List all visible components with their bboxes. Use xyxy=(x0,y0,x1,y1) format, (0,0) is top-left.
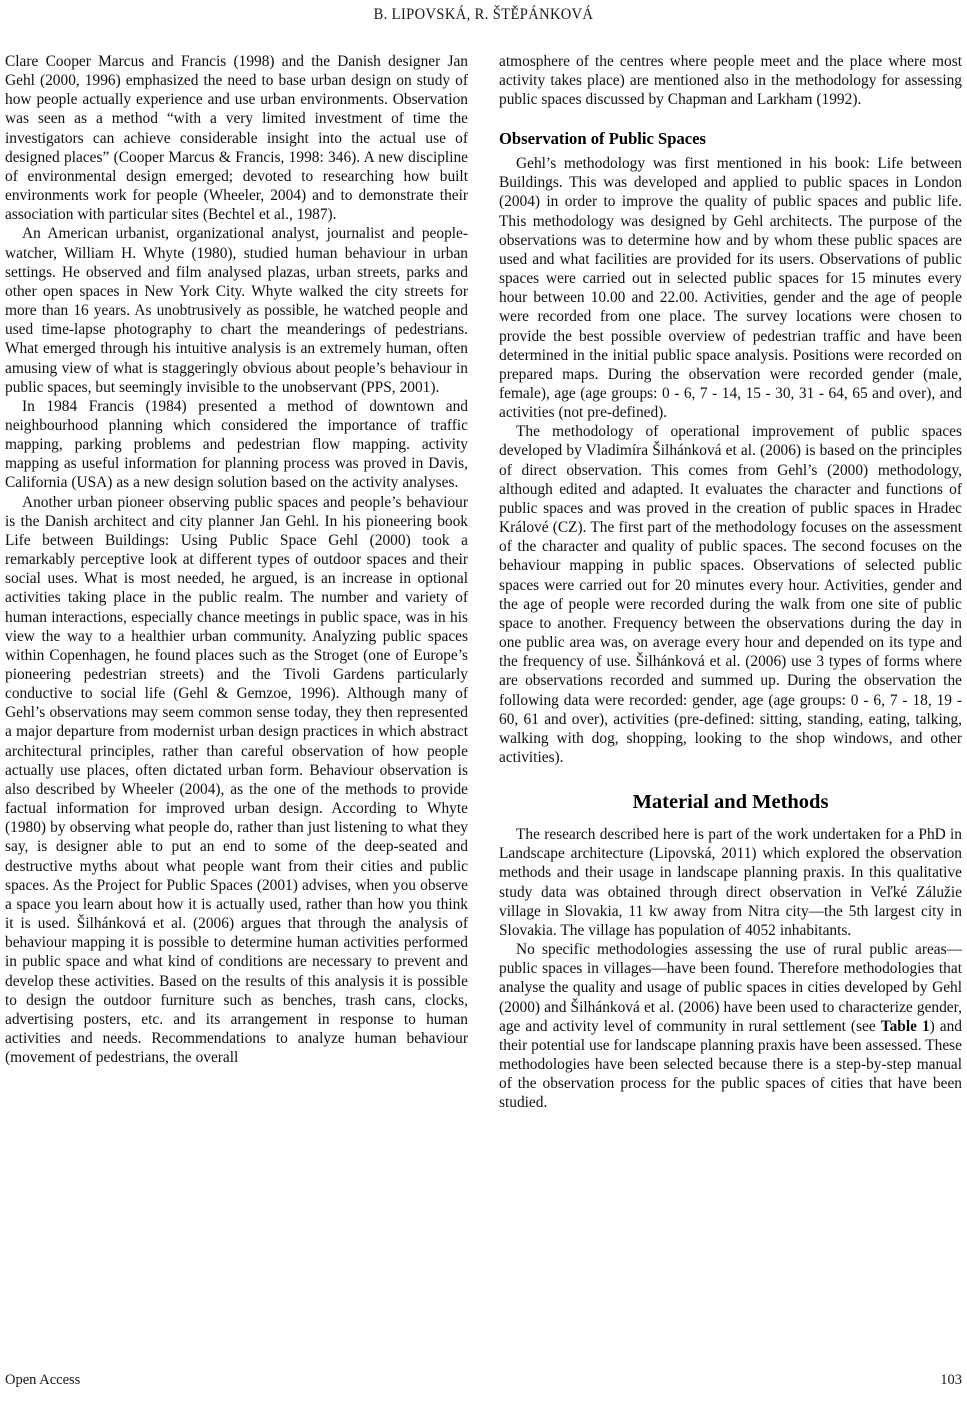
running-head: B. LIPOVSKÁ, R. ŠTĚPÁNKOVÁ xyxy=(373,6,594,24)
paragraph: The research described here is part of the work undertaken for a PhD in Landscape architecture (Lipovská, 2011) which explored the observation methods and their usage in landscape planning praxis. In this qualitative study data was obtained through direct observation in Veľké Zálužie village in Slovakia, 11 kw away from Nitra city—the 5th largest city in Slovakia. The village has population of 4052 inhabitants. xyxy=(499,826,962,939)
paragraph-text-before-reference: No specific methodologies assessing the use of rural public areas—public spaces in villages—have been found. Therefore methodologies that analyse the quality and usage of public spaces in cities developed by Gehl (2000) and Šilhánková et al. (2006) have been used to characterize gender, age and activity level of community in rural settlement (see xyxy=(499,941,962,1035)
paragraph-text-after-reference: ) and their potential use for landscape planning praxis have been assessed. These methodologies have been selected because there is a step-by-step manual of the observation process for the public spaces of cities that have been studied. xyxy=(499,1017,962,1112)
paragraph: An American urbanist, organizational analyst, journalist and people-watcher, William H. Whyte (1980), studied human behaviour in urban settings. He observed and film analysed plazas, urban streets, parks and other open spaces in New York City. Whyte walked the city streets for more than 16 years. As unobtrusively as possible, he watched people and used time-lapse photography to chart the meanderings of pedestrians. What emerged through his intuitive analysis is an extremely human, often amusing view of what is staggeringly obvious about people’s behaviour in public spaces, but seemingly invisible to the unobservant (PPS, 2001). xyxy=(5,225,468,396)
left-column xyxy=(5,52,468,1337)
paragraph: Gehl’s methodology was first mentioned in his book: Life between Buildings. This was developed and applied to public spaces in London (2004) in order to improve the quality of public spaces and public life. This methodology was designed by Gehl architects. The purpose of the observations was to determine how and by whom these public spaces are used and what facilities are provided for its users. Observations of public spaces were carried out in selected public spaces for 15 minutes every hour between 10.00 and 22.00. Activities, gender and the age of people were recorded from one place. The survey locations were chosen to provide the best possible overview of pedestrian traffic and have been determined in the initial public space analysis. Positions were recorded on prepared maps. During the observation were recorded gender (male, female), age (age groups: 0 - 6, 7 - 14, 15 - 30, 31 - 64, 65 and over), and activities (not pre-defined). xyxy=(499,155,962,422)
spacer xyxy=(499,109,962,129)
two-column-body xyxy=(5,52,962,1337)
paragraph: In 1984 Francis (1984) presented a method of downtown and neighbourhood planning which considered the importance of traffic mapping, parking problems and pedestrian flow mapping. activity mapping as useful information for planning process was proved in Davis, California (USA) as a new design solution based on the activity analyses. xyxy=(5,397,468,492)
paragraph: The methodology of operational improvement of public spaces developed by Vladimíra Šilhánková et al. (2006) is based on the principles of direct observation. This comes from Gehl’s (2000) methodology, although edited and adapted. It evaluates the character and functions of public spaces and was proved in the creation of public spaces in Hradec Králové (CZ). The first part of the methodology focuses on the assessment of the character and quality of public spaces. The second focuses on the behaviour mapping in public spaces. Observations of selected public spaces were carried out for 20 minutes every hour. Activities, gender and the age of people were recorded during the walk from one site of public space to another. Frequency between the observations during the day in one public area was, on average every hour and depended on its type and the frequency of use. Šilhánková et al. (2006) use 3 types of forms where are observations recorded and summed up. During the observation the following data were recorded: gender, age (age groups: 0 - 6, 7 - 18, 19 - 60, 61 and over), activities (pre-defined: sitting, standing, eating, talking, walking with dog, shopping, looking to the shop windows, and other activities). xyxy=(499,423,962,766)
paragraph: atmosphere of the centres where people meet and the place where most activity takes place) are mentioned also in the methodology for assessing public spaces discussed by Chapman and Larkham (1992). xyxy=(499,53,962,109)
paragraph: Another urban pioneer observing public spaces and people’s behaviour is the Danish architect and city planner Jan Gehl. In his pioneering book Life between Buildings: Using Public Space Gehl (2000) took a remarkably perceptive look at different types of outdoor spaces and their social uses. What is most needed, he argued, is an increase in optional activities taking place in the public realm. The number and variety of human interactions, especially chance meetings in public space, was in his view the way to a healthier urban community. Analyzing public spaces within Copenhagen, he found places such as the Stroget (one of Europe’s pioneering pedestrian streets) and the Tivoli Gardens particularly conductive to social life (Gehl & Gemzoe, 1996). Although many of Gehl’s observations may seem common sense today, they then represented a major departure from modernist urban design practices in which abstract architectural principles, rather than careful observation of how people actually use places, often dictated urban form. Behaviour observation is also described by Wheeler (2004), as the one of the methods to provide factual information for improved urban design. According to Whyte (1980) by observing what people do, rather than just listening to what they say, is designer able to put an end to some of the deep-seated and destructive myths about what people want from their cities and public spaces. As the Project for Public Spaces (2001) advises, when you observe a space you learn about how it is actually used, rather than how you think it is used. Šilhánková et al. (2006) argues that through the analysis of behaviour mapping it is possible to determine human activities performed in public space and what kind of conditions are necessary to prevent and develop these activities. Based on the results of this analysis it is possible to design the outdoor furniture such as benches, trash cans, clocks, advertising posters, etc. and its arrangement in response to human activities and needs. Recommendations to analyze human behaviour (movement of pedestrians, the overall xyxy=(5,493,468,1067)
open-access-label: Open Access xyxy=(5,1372,81,1388)
right-column xyxy=(499,52,962,1337)
spacer xyxy=(499,814,962,825)
page-number: 103 xyxy=(940,1372,962,1388)
major-heading-material-and-methods: Material and Methods xyxy=(632,791,829,814)
page-footer xyxy=(5,1372,962,1392)
paragraph: Clare Cooper Marcus and Francis (1998) and the Danish designer Jan Gehl (2000, 1996) emphasized the need to base urban design on study of how people actually experience and use urban environments. Observation was seen as a method “with a very limited investment of time the investigators can achieve considerable insight into the actual use of designed places” (Cooper Marcus & Francis, 1998: 346). A new discipline of environmental design emerged; devoted to researching how built environments work for people (Wheeler, 2004) and to demonstrate their association with particular sites (Bechtel et al., 1987). xyxy=(5,53,468,224)
spacer xyxy=(499,767,962,791)
table-1-reference: Table 1 xyxy=(880,1017,930,1035)
paragraph-with-table-reference xyxy=(499,940,962,1112)
section-heading-observation-of-public-spaces: Observation of Public Spaces xyxy=(499,128,706,148)
